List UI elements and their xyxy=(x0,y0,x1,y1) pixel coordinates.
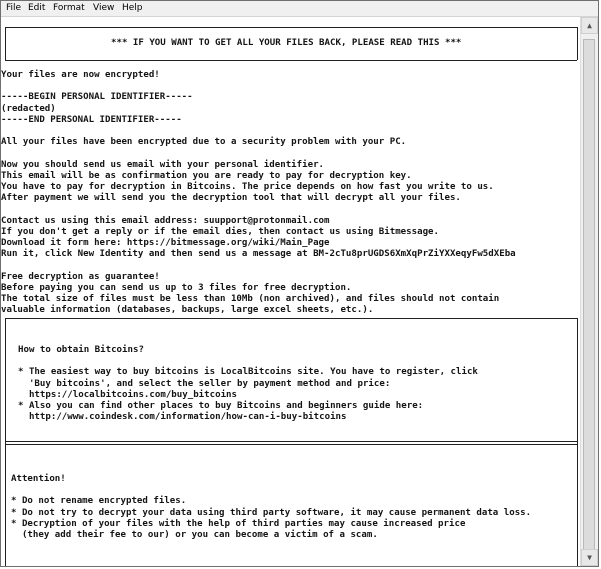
intro-line: The total size of files must be less than 10Mb (non archived), and files should not contain xyxy=(1,294,500,304)
menu-format[interactable]: Format xyxy=(53,3,85,13)
intro-line: -----END PERSONAL IDENTIFIER----- xyxy=(1,114,182,125)
attention-box-left-border xyxy=(5,441,6,566)
header-box-right-border xyxy=(577,27,578,60)
scroll-thumb[interactable] xyxy=(583,39,595,559)
intro-line: Download it form here: https://bitmessage.org/wiki/Main_Page xyxy=(1,238,330,248)
bitcoin-box-right-border xyxy=(577,318,578,444)
intro-line: Free decryption as guarantee! xyxy=(1,271,160,282)
intro-line: Before paying you can send us up to 3 files for free decryption. xyxy=(1,282,352,293)
intro-line: Contact us using this email address: suupport@protonmail.com xyxy=(1,215,330,226)
bitcoin-line: * Also you can find other places to buy Bitcoins and beginners guide here: xyxy=(18,401,424,411)
intro-line: (redacted) xyxy=(1,103,56,114)
menu-help[interactable]: Help xyxy=(122,3,143,13)
header-box-left-border xyxy=(5,27,6,60)
attention-line: * Decryption of your files with the help of third parties may cause increased price xyxy=(11,518,466,529)
scroll-down-icon[interactable]: ▼ xyxy=(581,549,598,566)
intro-line: -----BEGIN PERSONAL IDENTIFIER----- xyxy=(1,92,193,103)
bitcoin-line: * The easiest way to buy bitcoins is LocalBitcoins site. You have to register, click xyxy=(18,367,478,378)
attention-box-right-border xyxy=(577,441,578,566)
attention-line: Attention! xyxy=(11,474,66,484)
scroll-up-icon[interactable]: ▲ xyxy=(581,17,598,34)
bitcoin-line: http://www.coindesk.com/information/how-can-i-buy-bitcoins xyxy=(18,412,347,423)
attention-line: (they add their fee to our) or you can become a victim of a scam. xyxy=(11,530,378,540)
bitcoin-line: How to obtain Bitcoins? xyxy=(18,345,144,355)
bitcoin-line: 'Buy bitcoins', and select the seller by payment method and price: xyxy=(18,378,391,389)
vertical-scrollbar[interactable] xyxy=(580,17,598,566)
intro-line: All your files have been encrypted due to a security problem with your PC. xyxy=(1,137,407,148)
menu-file[interactable]: File xyxy=(6,3,22,13)
intro-line: Your files are now encrypted! xyxy=(1,70,160,80)
intro-line: After payment we will send you the decryption tool that will decrypt all your files. xyxy=(1,193,461,204)
intro-line: This email will be as confirmation you are ready to pay for decryption key. xyxy=(1,170,412,181)
intro-line: If you don't get a reply or if the email dies, then contact us using Bitmessage. xyxy=(1,226,439,237)
menu-view[interactable]: View xyxy=(93,3,115,13)
header-text: *** IF YOU WANT TO GET ALL YOUR FILES BACK, PLEASE READ THIS *** xyxy=(111,38,462,48)
intro-line: Now you should send us email with your personal identifier. xyxy=(1,159,325,170)
attention-line: * Do not rename encrypted files. xyxy=(11,496,187,507)
intro-line: valuable information (databases, backups, large excel sheets, etc.). xyxy=(1,305,374,316)
text-editor-area[interactable] xyxy=(1,17,580,566)
bitcoin-box-left-border xyxy=(5,318,6,444)
bitcoin-line: https://localbitcoins.com/buy_bitcoins xyxy=(18,389,237,400)
intro-line: Run it, click New Identity and then send us a message at BM-2cTu8prUGDS6XmXqPrZiYXXeqyFw5dXEba xyxy=(1,249,516,260)
menu-bar xyxy=(1,1,598,17)
attention-line: * Do not try to decrypt your data using third party software, it may cause permanent data loss. xyxy=(11,507,532,518)
menu-edit[interactable]: Edit xyxy=(28,3,46,13)
intro-line: You have to pay for decryption in Bitcoins. The price depends on how fast you write to us. xyxy=(1,182,494,192)
